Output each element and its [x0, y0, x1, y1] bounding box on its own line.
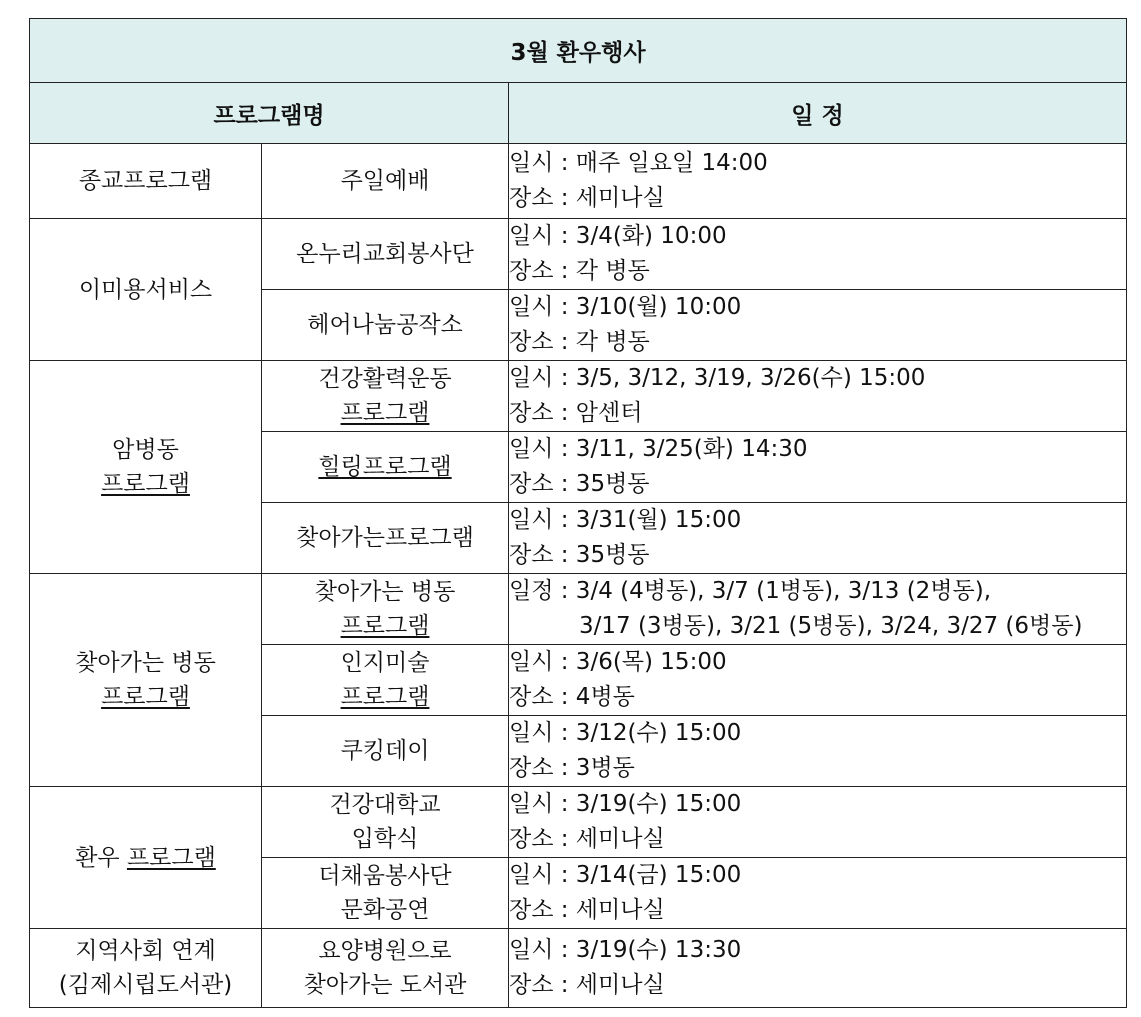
category-line: 지역사회 연계 [75, 938, 216, 964]
schedule-cell [509, 219, 1127, 290]
category-line: 프로그램 [126, 844, 216, 871]
title-row [30, 19, 1127, 83]
program-line: 건강활력운동 [318, 366, 452, 392]
program-name [262, 574, 509, 645]
program-line: 인지미술 [340, 650, 430, 676]
schedule-time: 일시 : 매주 일요일 14:00 [509, 150, 768, 176]
schedule-cell [509, 432, 1127, 503]
program-name [262, 645, 509, 716]
program-name [262, 858, 509, 929]
category-religion: 종교프로그램 [30, 144, 262, 219]
program-line: 프로그램 [340, 400, 430, 426]
event-schedule-table [29, 18, 1127, 1008]
schedule-cell [509, 290, 1127, 361]
schedule-cell [509, 503, 1127, 574]
program-name [262, 432, 509, 503]
schedule-time: 일시 : 3/11, 3/25(화) 14:30 [509, 436, 808, 462]
table-title: 3월 환우행사 [30, 19, 1127, 83]
schedule-place: 장소 : 4병동 [509, 684, 635, 710]
schedule-time: 일시 : 3/12(수) 15:00 [509, 720, 742, 746]
schedule-time: 일시 : 3/31(월) 15:00 [509, 507, 742, 533]
program-line: 더채움봉사단 [318, 863, 452, 889]
schedule-cell [509, 716, 1127, 787]
header-program-name: 프로그램명 [30, 83, 509, 144]
table-row [30, 929, 1127, 1008]
category-visiting-ward [30, 574, 262, 787]
table-row [30, 787, 1127, 858]
schedule-dates: 3/17 (3병동), 3/21 (5병동), 3/24, 3/27 (6병동) [579, 613, 1083, 639]
schedule-place: 장소 : 세미나실 [509, 826, 665, 852]
table-row [30, 219, 1127, 290]
program-line: 힐링프로그램 [318, 454, 452, 480]
schedule-dates: 일정 : 3/4 (4병동), 3/7 (1병동), 3/13 (2병동), [509, 578, 992, 604]
category-beauty: 이미용서비스 [30, 219, 262, 361]
category-line: 프로그램 [101, 471, 190, 497]
schedule-place: 장소 : 세미나실 [509, 897, 665, 923]
schedule-place: 장소 : 3병동 [509, 755, 635, 781]
category-community [30, 929, 262, 1008]
category-line: 찾아가는 병동 [75, 650, 216, 676]
schedule-place: 장소 : 세미나실 [509, 185, 665, 211]
program-line: 요양병원으로 [318, 938, 452, 964]
schedule-time: 일시 : 3/6(목) 15:00 [509, 649, 727, 675]
program-line: 건강대학교 [329, 792, 441, 818]
table-row [30, 144, 1127, 219]
program-name: 헤어나눔공작소 [262, 290, 509, 361]
category-line: 프로그램 [101, 684, 190, 710]
schedule-time: 일시 : 3/19(수) 13:30 [509, 937, 742, 963]
schedule-time: 일시 : 3/5, 3/12, 3/19, 3/26(수) 15:00 [509, 365, 926, 391]
schedule-cell [509, 929, 1127, 1008]
program-name [262, 787, 509, 858]
program-name: 찾아가는프로그램 [262, 503, 509, 574]
program-line: 입학식 [351, 826, 419, 852]
program-name [262, 929, 509, 1008]
program-line: 찾아가는 병동 [314, 579, 456, 605]
schedule-cell [509, 361, 1127, 432]
schedule-time: 일시 : 3/4(화) 10:00 [509, 223, 727, 249]
category-patient [30, 787, 262, 929]
program-name: 온누리교회봉사단 [262, 219, 509, 290]
program-name [262, 361, 509, 432]
schedule-cell [509, 645, 1127, 716]
category-cancer-ward [30, 361, 262, 574]
header-schedule: 일 정 [509, 83, 1127, 144]
schedule-place: 장소 : 각 병동 [509, 258, 650, 284]
schedule-cell [509, 144, 1127, 219]
table-row [30, 574, 1127, 645]
schedule-cell [509, 858, 1127, 929]
table-row [30, 361, 1127, 432]
program-line: 찾아가는 도서관 [303, 972, 467, 998]
schedule-place: 장소 : 암센터 [509, 400, 643, 426]
schedule-place: 장소 : 35병동 [509, 542, 650, 568]
category-line: 환우 [75, 844, 127, 871]
schedule-place: 장소 : 각 병동 [509, 329, 650, 355]
schedule-place: 장소 : 세미나실 [509, 972, 665, 998]
program-name: 쿠킹데이 [262, 716, 509, 787]
program-line: 프로그램 [340, 684, 430, 710]
category-line: (김제시립도서관) [58, 972, 233, 998]
header-row [30, 83, 1127, 144]
program-name: 주일예배 [262, 144, 509, 219]
schedule-time: 일시 : 3/10(월) 10:00 [509, 294, 742, 320]
schedule-place: 장소 : 35병동 [509, 471, 650, 497]
program-line: 문화공연 [340, 897, 430, 923]
schedule-time: 일시 : 3/14(금) 15:00 [509, 862, 742, 888]
schedule-cell [509, 574, 1127, 645]
program-line: 프로그램 [340, 613, 430, 639]
schedule-time: 일시 : 3/19(수) 15:00 [509, 791, 742, 817]
category-line: 암병동 [112, 437, 179, 463]
schedule-cell [509, 787, 1127, 858]
